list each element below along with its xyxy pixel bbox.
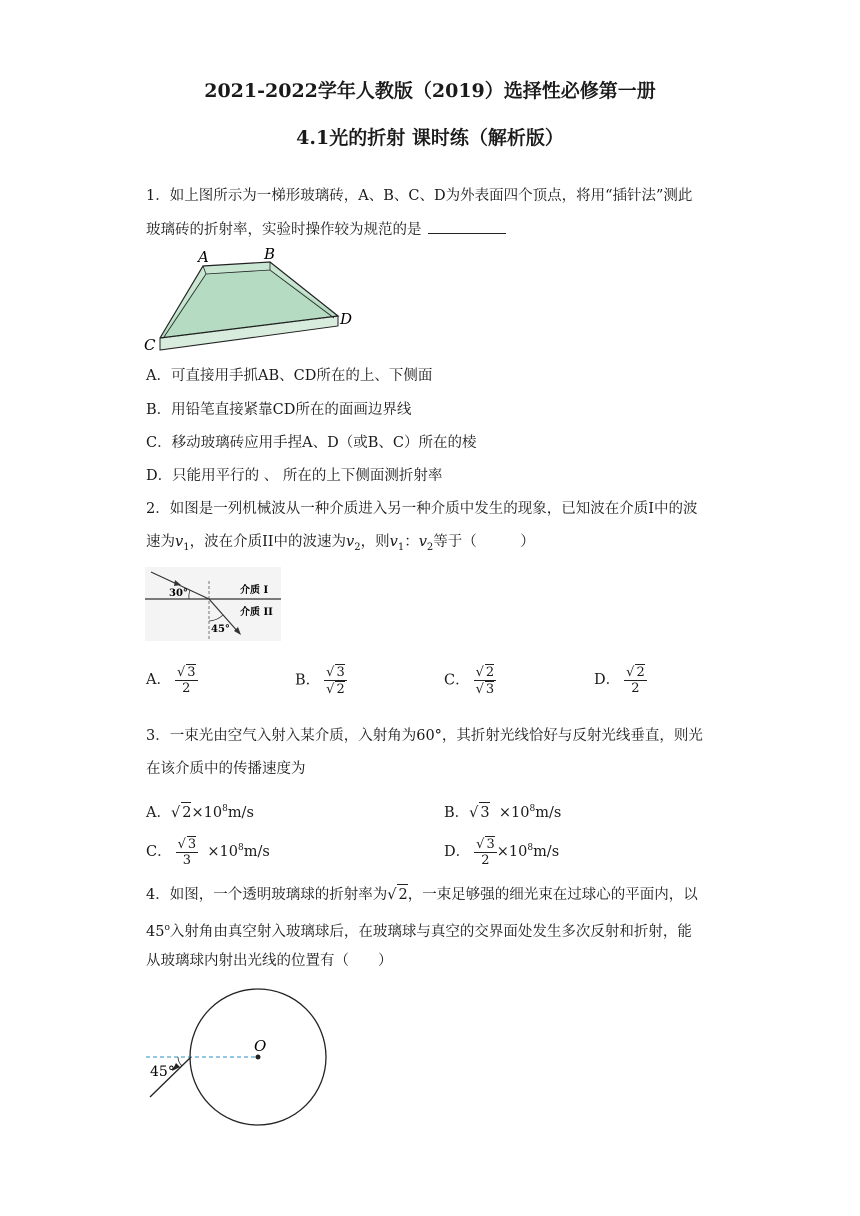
q2-option-c: C． $\frac{√ 2}{√ 3}$ [444,665,495,697]
q3-option-a-rad: 2 [181,802,191,823]
q2-v2-sub: 2 [354,541,361,553]
q2-medium-1: 介质 I [240,585,269,596]
q3-option-b-unit: m/s [535,804,562,821]
q3-option-a-times: ×10 [191,804,223,821]
q2-v2: v [346,534,355,550]
q2-wave-figure [145,567,281,641]
q2-option-a-label: A． [146,672,171,688]
q2-option-d-den: 2 [631,681,640,696]
q3-option-b: B．√ $3 \times 10^8m/s$ [444,799,561,823]
q2-ratio-colon: ： [404,534,419,550]
q1-label-d: D [340,310,353,328]
q2-option-d-num: 2 [636,665,645,680]
q3-option-b-times: ×10 [498,804,530,821]
q2-option-d: D． $\frac{√ 2}{2}$ [594,665,645,696]
q1-stem-line1: 1．如上图所示为一梯形玻璃砖，A、B、C、D为外表面四个顶点，将用“插针法”测此 [146,188,693,204]
q3-option-a-unit: m/s [227,804,254,821]
q3-option-c-times: ×10 [207,844,239,860]
q3-option-c: C． $\frac{√ 3}{3}$ $\times 10^8m/s$ [146,837,270,868]
q3-option-d-times: ×10 [496,844,528,860]
q1-stem-line2 [146,219,506,240]
q4-glass-sphere-figure [140,985,340,1130]
q2-v1: v [175,534,184,550]
q2-v1-sub: 1 [183,541,190,553]
q4-text-b: ，一束足够强的细光束在过球心的平面内，以 [407,887,698,903]
q1-label-c: C [144,336,156,354]
q2-v2b: v [418,534,427,550]
q4-stem-line3: 从玻璃球内射出光线的位置有（ ） [146,953,393,969]
q2-option-c-num: 2 [485,665,495,680]
q3-option-d-den: 2 [481,853,490,868]
q2-option-b: B． $\frac{√ 3}{√ 2}$ [295,665,345,697]
q3-option-b-rad: 3 [479,802,489,823]
q2-option-a-num: 3 [187,665,196,680]
q4-center-label: O [254,1037,267,1055]
q2-option-c-den: 3 [485,682,495,697]
q2-medium-2: 介质 II [240,607,273,618]
q3-option-c-den: 3 [182,853,192,868]
q4-stem-line1: 4．如图，一个透明玻璃球的折射率为√ 2，一束足够强的细光束在过球心的平面内，以 [146,884,698,905]
q1-option-a: A．可直接用手抓AB、CD所在的上、下侧面 [146,368,433,384]
q3-option-c-unit: m/s [243,844,270,860]
q3-option-a-exp: 8 [222,804,228,814]
q1-answer-blank [428,219,506,234]
q2-text-b: ，波在介质II中的波速为 [189,534,347,550]
q2-option-b-den: 2 [336,682,345,697]
q2-angle-30: 30° [169,588,188,599]
q2-option-c-label: C． [444,672,470,689]
q3-option-a: A．√ $2\times 10^8m/s$ [146,799,254,823]
q2-text-e: 等于（ ） [433,534,535,550]
q1-option-b: B．用铅笔直接紧靠CD所在的面画边界线 [146,402,412,418]
q3-option-b-exp: 8 [529,804,536,814]
q2-v1b-sub: 1 [397,541,405,553]
q1-trapezoid-figure [140,244,370,356]
q4-text-a: 4．如图，一个透明玻璃球的折射率为 [146,887,388,903]
q4-angle-sup: o [164,923,170,933]
q3-option-c-exp: 8 [238,843,244,854]
q1-option-c: C．移动玻璃砖应用手捏A、D（或B、C）所在的棱 [146,435,477,451]
q2-option-b-num: 3 [336,665,345,680]
q3-option-d: D． $\frac{√ 3}{2}$ $\times 10^8m/s$ [444,837,560,868]
q2-stem-line2 [146,532,535,558]
q3-stem-line2: 在该介质中的传播速度为 [146,761,306,777]
page-title: 2021-2022学年人教版（2019）选择性必修第一册 [204,80,656,102]
q3-option-c-label: C． [146,844,172,860]
q3-stem-line1: 3．一束光由空气入射入某介质，入射角为60°，其折射光线恰好与反射光线垂直，则光 [146,728,703,744]
q1-label-a: A [198,248,209,266]
q3-option-d-num: 3 [486,837,495,852]
q4-angle-num: 45 [146,923,165,940]
q2-option-a: A． $\frac{√ 3}{2}$ [146,665,196,696]
q2-text-c: ，则 [360,534,390,550]
q1-option-d: D．只能用平行的 、 所在的上下侧面测折射率 [146,468,443,484]
q4-rad: 2 [397,884,407,905]
q2-option-b-label: B． [295,672,321,689]
q3-option-c-num: 3 [187,837,197,852]
q2-option-a-den: 2 [182,681,191,696]
q2-v2b-sub: 2 [426,541,434,553]
q2-option-d-label: D． [594,672,621,688]
q4-text-c: 入射角由真空射入玻璃球后，在玻璃球与真空的交界面处发生多次反射和折射，能 [169,923,692,940]
q3-option-a-label: A． [146,804,171,821]
q3-option-d-unit: m/s [533,844,560,860]
page-subtitle: 4.1光的折射 课时练（解析版） [296,127,564,149]
q1-stem-text: 玻璃砖的折射率，实验时操作较为规范的是 [146,222,422,238]
q1-label-b: B [264,245,276,263]
q3-option-d-label: D． [444,844,471,860]
q4-stem-line2 [146,918,692,942]
q2-text-a: 速为 [146,534,175,550]
q3-option-b-label: B． [444,804,470,821]
q2-v1b: v [389,534,398,550]
q3-option-d-exp: 8 [527,843,534,854]
q2-angle-45: 45° [211,624,230,635]
q4-angle-label: 45° [150,1064,175,1080]
q2-stem-line1: 2．如图是一列机械波从一种介质进入另一种介质中发生的现象，已知波在介质I中的波 [146,501,698,517]
